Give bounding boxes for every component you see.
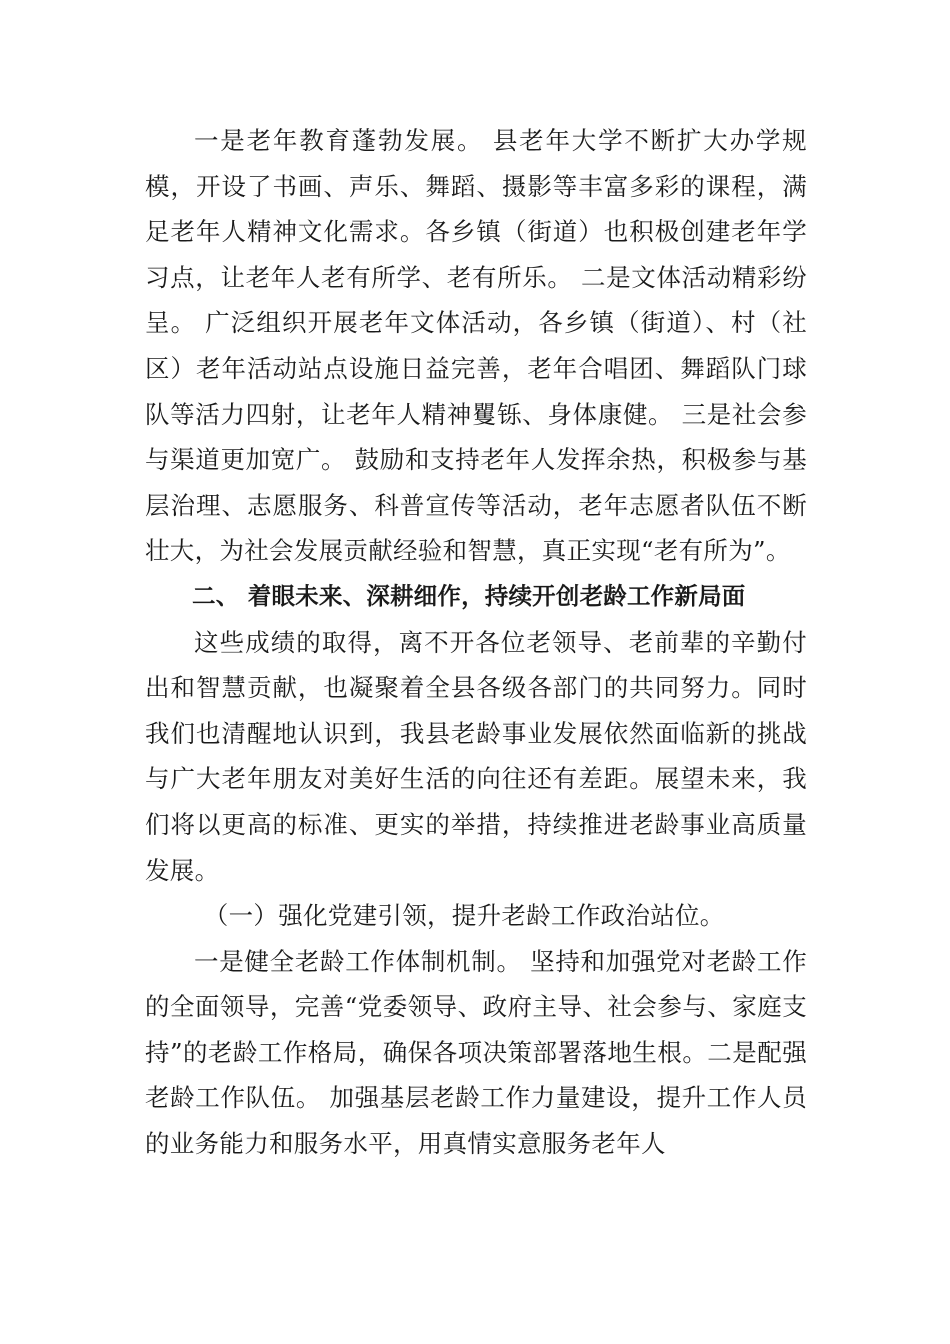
section-heading: 二、 着眼未来、深耕细作，持续开创老龄工作新局面 xyxy=(192,581,746,610)
body-paragraph-outlook: 这些成绩的取得，离不开各位老领导、老前辈的辛勤付出和智慧贡献，也凝聚着全县各级各部门的共同努力。同时我们也清醒地认识到，我县老龄事业发展依然面临新的挑战与广大老年朋友对美好生活的向往还有差距。展望未来，我们将以更高的标准、更实的举措，持续推进老龄事业高质量发展。 xyxy=(145,627,807,885)
subsection-heading: （一）强化党建引领，提升老龄工作政治站位。 xyxy=(203,901,725,931)
body-paragraph-mechanism: 一是健全老龄工作体制机制。 坚持和加强党对老龄工作的全面领导，完善“党委领导、政府主导、社会参与、家庭支持”的老龄工作格局，确保各项决策部署落地生根。二是配强老龄工作队伍。 加强基层老龄工作力量建设，提升工作人员的业务能力和服务水平，用真情实意服务老年人 xyxy=(145,946,807,1159)
document-page xyxy=(145,118,807,1167)
body-paragraph-achievements: 一是老年教育蓬勃发展。 县老年大学不断扩大办学规模，开设了书画、声乐、舞蹈、摄影等丰富多彩的课程，满足老年人精神文化需求。各乡镇（街道）也积极创建老年学习点，让老年人老有所学、老有所乐。 二是文体活动精彩纷呈。 广泛组织开展老年文体活动，各乡镇（街道）、村（社区）老年活动站点设施日益完善，老年合唱团、舞蹈队门球队等活力四射，让老年人精神矍铄、身体康健。 三是社会参与渠道更加宽广。 鼓励和支持老年人发挥余热，积极参与基层治理、志愿服务、科普宣传等活动，老年志愿者队伍不断壮大，为社会发展贡献经验和智慧，真正实现“老有所为”。 xyxy=(145,126,807,566)
